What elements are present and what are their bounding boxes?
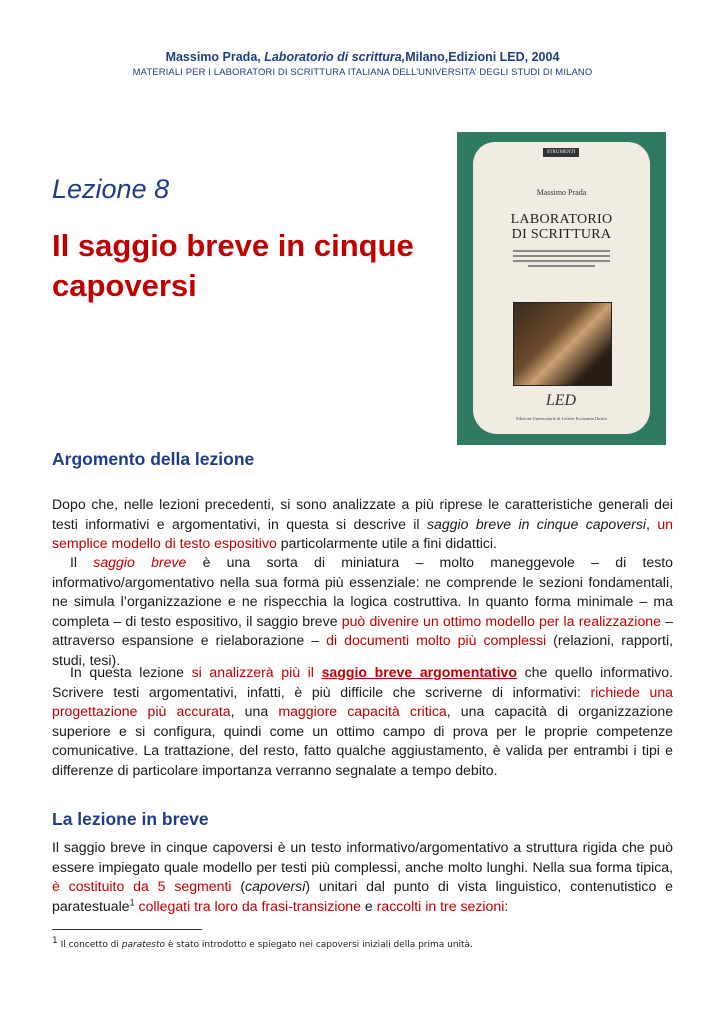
- lesson-number: Lezione 8: [52, 174, 170, 204]
- cover-publisher: Edizioni Universitarie di Lettere Economia Diritto: [516, 416, 607, 421]
- publisher-logo: LED: [545, 392, 577, 409]
- section-heading-in-breve: La lezione in breve: [52, 809, 209, 829]
- paragraph-in-breve: Il saggio breve in cinque capoversi è un testo informativo/argomentativo a struttura rigida che può essere impiegato quale modello per testi più complessi, anche molto lunghi. Nella sua forma tipica, è costituito da 5 segmenti (capoversi) unitari dal punto di vista linguistico, contenutistico e paratestuale$^1$ collegati tra loro da frasi-transizione e raccolti in tre sezioni:: [52, 839, 673, 914]
- footnote: $^1$ Il concetto di paratesto è stato introdotto e spiegato nei capoversi iniziali della prima unità.: [52, 936, 473, 950]
- materials-line: MATERIALI PER I LABORATORI DI SCRITTURA ITALIANA DELL’UNIVERSITA’ DEGLI STUDI DI MILANO: [132, 67, 593, 78]
- paragraph-saggio-breve: Il saggio breve è una sorta di miniatura – molto maneggevole – di testo informativo/argomentativo nella sua forma più essenziale: ne comprende le sezioni fondamentali, ne simula l’organizzazione e ne rispecchia la logica costruttiva. In quanto forma minimale – ma completa – di testo espositivo, il saggio breve può divenire un ottimo modello per la realizzazione – attraverso espansione e rielaborazione – di documenti molto più complessi (relazioni, rapporti, studi, tesi).: [52, 554, 674, 668]
- cover-panel: [473, 142, 650, 434]
- cover-title-line1: LABORATORIO: [510, 212, 613, 227]
- cover-series-tag: STRUMENTI: [543, 148, 579, 157]
- cover-subtitle-lines: [513, 250, 610, 270]
- footnote-ref[interactable]: 1: [129, 896, 135, 907]
- book-cover-image: [457, 132, 666, 445]
- book-title: Laboratorio di scrittura,: [264, 50, 406, 64]
- lesson-title: Il saggio breve in cinque capoversi: [52, 228, 414, 303]
- author: Massimo Prada,: [165, 50, 265, 64]
- cover-author: Massimo Prada: [536, 188, 587, 197]
- publisher-info: Milano,Edizioni LED, 2004: [405, 50, 560, 64]
- source-line: [0, 50, 725, 64]
- section-heading-argomento: Argomento della lezione: [52, 449, 255, 469]
- cover-title-line2: DI SCRITTURA: [511, 227, 612, 242]
- cover-title: [473, 212, 650, 242]
- paragraph-argomentativo: In questa lezione si analizzerà più il saggio breve argomentativo che quello informativo. Scrivere testi argomentativi, infatti, è più difficile che scriverne di informativi: richiede una progettazione più accurata, una maggiore capacità critica, una capacità di organizzazione superiore e si configura, quindi come un ottimo campo di prova per le proprie competenze comunicative. La trattazione, del resto, fatto qualche aggiustamento, è valida per entrambi i tipi e differenze di particolare importanza verranno segnalate a tempo debito.: [52, 664, 674, 778]
- cover-painting: [513, 302, 612, 386]
- paragraph-intro: Dopo che, nelle lezioni precedenti, si sono analizzate a più riprese le caratteristiche generali dei testi informativi e argomentativi, in questa si descrive il saggio breve in cinque capoversi, un semplice modello di testo espositivo particolarmente utile a fini didattici.: [52, 496, 673, 551]
- page-header: [0, 50, 725, 78]
- footnote-divider: [52, 929, 202, 930]
